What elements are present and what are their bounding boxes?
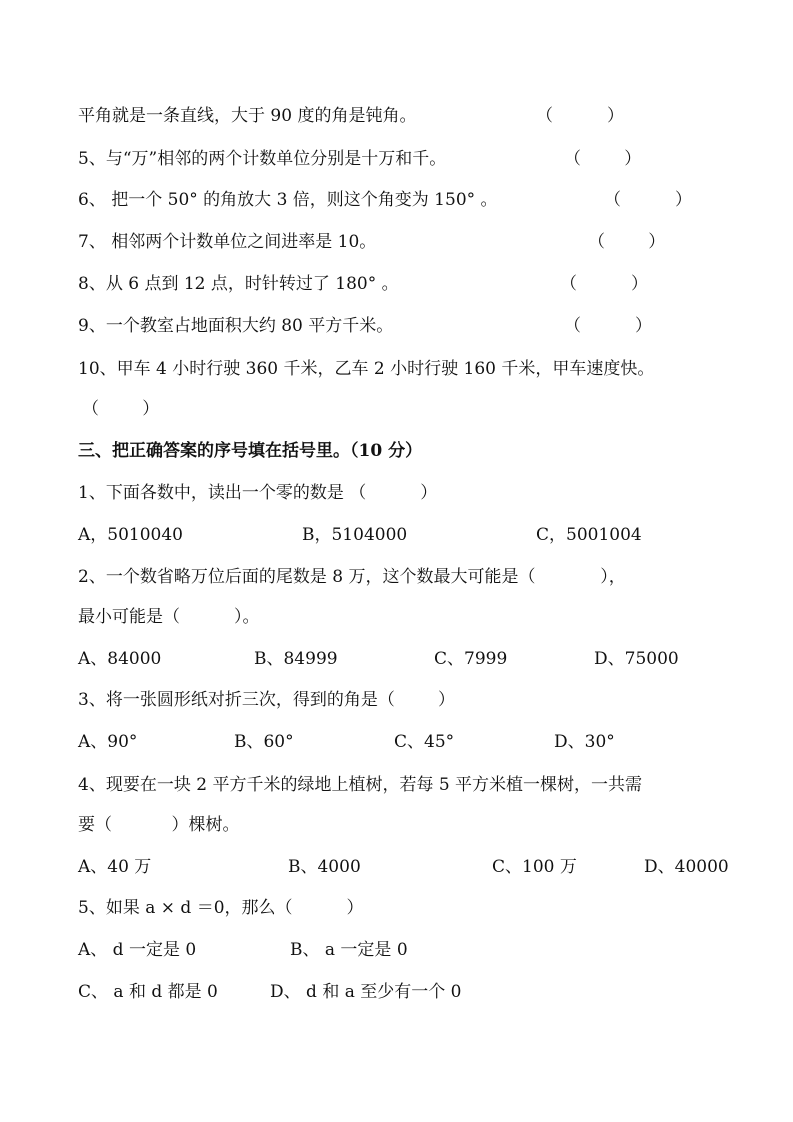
choice-q3-option-b: B、60° — [234, 732, 294, 752]
judge-q9-text: 9、一个教室占地面积大约 80 平方千米。 — [78, 316, 394, 336]
choice-q1-text: 1、下面各数中，读出一个零的数是 （ ） — [78, 483, 438, 503]
choice-q4-option-c: C、100 万 — [492, 857, 577, 877]
judge-q5-answer-blank[interactable]: （ ） — [564, 149, 642, 169]
choice-q2-option-d: D、75000 — [594, 649, 679, 669]
choice-q1-option-c: C，5001004 — [536, 525, 642, 545]
choice-q1-option-b: B，5104000 — [302, 525, 408, 545]
choice-q4-line-2: 要（ ）棵树。 — [78, 815, 240, 835]
choice-q3-text: 3、将一张圆形纸对折三次，得到的角是（ ） — [78, 690, 456, 710]
judge-q8-answer-blank[interactable]: （ ） — [560, 274, 649, 294]
judge-q5-text: 5、与“万”相邻的两个计数单位分别是十万和千。 — [78, 149, 447, 169]
choice-q5-text: 5、如果 a × d ＝0，那么（ ） — [78, 898, 364, 918]
judge-q8-text: 8、从 6 点到 12 点，时针转过了 180° 。 — [78, 274, 399, 294]
choice-q3-option-d: D、30° — [554, 732, 615, 752]
choice-q3-option-a: A、90° — [78, 732, 138, 752]
choice-q4-option-d: D、40000 — [644, 857, 729, 877]
judge-q10-answer-blank[interactable]: （ ） — [82, 399, 160, 419]
section-3-title: 三、把正确答案的序号填在括号里。（10 分） — [78, 441, 423, 461]
choice-q3-option-c: C、45° — [394, 732, 455, 752]
choice-q2-line-2: 最小可能是（ ）。 — [78, 607, 260, 627]
judge-q10-text: 10、甲车 4 小时行驶 360 千米，乙车 2 小时行驶 160 千米，甲车速度快。 — [78, 359, 655, 379]
judge-line-0-answer-blank[interactable]: （ ） — [536, 106, 625, 126]
choice-q5-option-b: B、 a 一定是 0 — [290, 940, 408, 960]
judge-q9-answer-blank[interactable]: （ ） — [564, 316, 653, 336]
choice-q5-option-a: A、 d 一定是 0 — [78, 940, 197, 960]
judge-q6-answer-blank[interactable]: （ ） — [604, 190, 693, 210]
choice-q5-option-d: D、 d 和 a 至少有一个 0 — [270, 982, 462, 1002]
choice-q4-option-b: B、4000 — [288, 857, 361, 877]
judge-q7-text: 7、 相邻两个计数单位之间进率是 10。 — [78, 232, 377, 252]
choice-q2-option-a: A、84000 — [78, 649, 162, 669]
choice-q1-option-a: A，5010040 — [78, 525, 183, 545]
choice-q4-line-1: 4、现要在一块 2 平方千米的绿地上植树，若每 5 平方米植一棵树，一共需 — [78, 775, 643, 795]
choice-q2-option-b: B、84999 — [254, 649, 338, 669]
judge-q6-text: 6、 把一个 50° 的角放大 3 倍，则这个角变为 150° 。 — [78, 190, 498, 210]
choice-q5-option-c: C、 a 和 d 都是 0 — [78, 982, 218, 1002]
choice-q4-option-a: A、40 万 — [78, 857, 152, 877]
judge-line-0-text: 平角就是一条直线，大于 90 度的角是钝角。 — [78, 106, 417, 126]
judge-q7-answer-blank[interactable]: （ ） — [588, 232, 666, 252]
choice-q2-option-c: C、7999 — [434, 649, 508, 669]
choice-q2-line-1: 2、一个数省略万位后面的尾数是 8 万，这个数最大可能是（ ）， — [78, 567, 626, 587]
